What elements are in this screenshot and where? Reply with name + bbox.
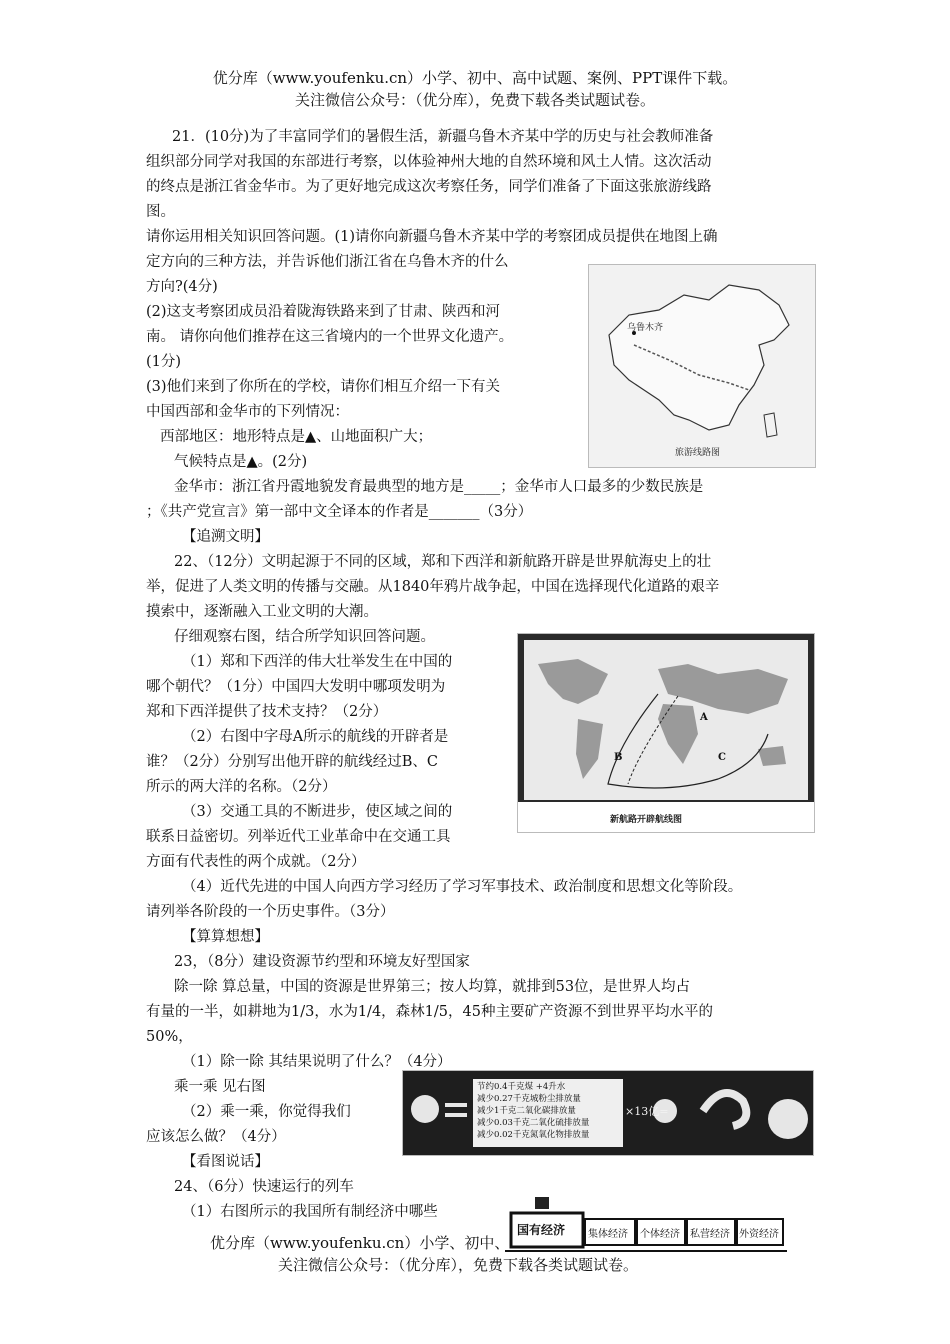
section-title-wenming: 【追溯文明】 — [182, 529, 269, 545]
q21-line-6: 定方向的三种方法，并告诉他们浙江省在乌鲁木齐的什么 — [146, 254, 509, 270]
q23-line-4: 50%， — [146, 1029, 193, 1045]
cartoon-drawing — [403, 1071, 813, 1155]
q21-line-8: (2)这支考察团成员沿着陇海铁路来到了甘肃、陕西和河 — [146, 304, 501, 320]
china-map-outline — [589, 265, 815, 467]
q22-line-10: 所示的两大洋的名称。（2分） — [146, 779, 337, 795]
q21-line-12: 中国西部和金华市的下列情况： — [146, 404, 349, 420]
q22-line-12: 联系日益密切。列举近代工业革命中在交通工具 — [146, 829, 451, 845]
q24-line-2: （1）右图所示的我国所有制经济中哪些 — [182, 1204, 438, 1220]
q21-line-3: 的终点是浙江省金华市。为了更好地完成这次考察任务，同学们准备了下面这张旅游线路 — [146, 179, 712, 195]
q22-line-6: 哪个朝代？（1分）中国四大发明中哪项发明为 — [146, 679, 446, 695]
train-car-1: 国有经济 — [517, 1223, 566, 1237]
train-car-5: 外资经济 — [739, 1229, 779, 1240]
cartoon-line-5: 减少0.02千克氮氧化物排放量 — [477, 1130, 590, 1140]
q23-line-2: 除一除 算总量，中国的资源是世界第三；按人均算，就排到53位，是世界人均占 — [174, 979, 691, 995]
cartoon-text-block — [477, 1081, 589, 1141]
q21-line-4: 图。 — [146, 204, 175, 220]
q21-line-9: 南。 请你向他们推荐在这三省境内的一个世界文化遗产。 — [146, 329, 514, 345]
q22-line-4: 仔细观察右图，结合所学知识回答问题。 — [174, 629, 435, 645]
cartoon-line-2: 减少0.27千克城粉尘排放量 — [477, 1094, 581, 1104]
q23-line-5: （1）除一除 其结果说明了什么？（4分） — [182, 1054, 452, 1070]
header-line-1: 优分库（www.youfenku.cn）小学、初中、高中试题、案例、PPT课件下载。 — [212, 69, 738, 87]
map-label-b: B — [614, 752, 623, 763]
q22-line-11: （3）交通工具的不断进步，使区域之间的 — [182, 804, 453, 820]
cartoon-line-4: 减少0.03千克二氧化硫排放量 — [477, 1118, 590, 1128]
new-sea-route-map — [517, 633, 815, 833]
world-map-drawing — [518, 634, 814, 832]
q23-line-6: 乘一乘 见右图 — [174, 1079, 266, 1095]
map-label-c: C — [718, 752, 726, 763]
q21-line-14: 气候特点是▲。(2分) — [174, 454, 308, 470]
header-line-2: 关注微信公众号：（优分库），免费下载各类试题试卷。 — [294, 91, 655, 109]
q23-line-7: （2）乘一乘，你觉得我们 — [182, 1104, 351, 1120]
train-car-3: 个体经济 — [640, 1229, 680, 1240]
world-map-caption: 新航路开辟航线图 — [610, 815, 683, 825]
train-car-2: 集体经济 — [588, 1229, 628, 1240]
resource-cartoon — [402, 1070, 814, 1156]
q22-line-13: 方面有代表性的两个成就。（2分） — [146, 854, 366, 870]
urumqi-label: 乌鲁木齐 — [627, 323, 664, 333]
footer-line-2: 关注微信公众号：（优分库），免费下载各类试题试卷。 — [278, 1256, 639, 1274]
q22-line-5: （1）郑和下西洋的伟大壮举发生在中国的 — [182, 654, 453, 670]
section-title-kantu: 【看图说话】 — [182, 1154, 269, 1170]
q21-line-11: (3)他们来到了你所在的学校，请你们相互介绍一下有关 — [146, 379, 501, 395]
china-map-caption: 旅游线路图 — [675, 448, 721, 458]
q23-line-3: 有量的一半，如耕地为1/3，水为1/4，森林1/5，45种主要矿产资源不到世界平均水平的 — [146, 1004, 713, 1020]
q21-line-15: 金华市：浙江省丹霞地貌发育最典型的地方是_____；金华市人口最多的少数民族是 — [174, 479, 704, 495]
q22-line-9: 谁？（2分）分别写出他开辟的航线经过B、C — [146, 754, 438, 770]
cartoon-times: ×13亿= — [625, 1105, 669, 1118]
cartoon-line-1: 节约0.4千克煤 +4升水 — [477, 1082, 566, 1092]
q21-line-13: 西部地区：地形特点是▲、山地面积广大； — [160, 429, 433, 445]
train-car-4: 私营经济 — [690, 1229, 730, 1240]
q22-line-15: 请列举各阶段的一个历史事件。（3分） — [146, 904, 395, 920]
q21-line-2: 组织部分同学对我国的东部进行考察，以体验神州大地的自然环境和风土人情。这次活动 — [146, 154, 712, 170]
q21-line-7: 方向?(4分) — [146, 279, 218, 295]
q22-line-3: 摸索中，逐渐融入工业文明的大潮。 — [146, 604, 378, 620]
q24-line-1: 24、（6分）快速运行的列车 — [174, 1179, 354, 1195]
footer-line-1: 优分库（www.youfenku.cn）小学、初中、 — [210, 1234, 510, 1252]
q22-line-8: （2）右图中字母A所示的航线的开辟者是 — [182, 729, 449, 745]
q21-line-16: ；《共产党宣言》第一部中文全译本的作者是_______（3分） — [146, 504, 533, 520]
map-label-a: A — [700, 712, 708, 723]
q22-line-7: 郑和下西洋提供了技术支持？（2分） — [146, 704, 388, 720]
q22-line-14: （4）近代先进的中国人向西方学习经历了学习军事技术、政治制度和思想文化等阶段。 — [182, 879, 743, 895]
china-route-map — [588, 264, 816, 468]
q21-line-5: 请你运用相关知识回答问题。(1)请你向新疆乌鲁木齐某中学的考察团成员提供在地图上确 — [146, 229, 718, 245]
q21-line-1: 21．(10分)为了丰富同学们的暑假生活，新疆乌鲁木齐某中学的历史与社会教师准备 — [172, 129, 714, 145]
cartoon-line-3: 减少1千克二氧化碳排放量 — [477, 1106, 576, 1116]
q23-line-8: 应该怎么做？（4分） — [146, 1129, 286, 1145]
q21-line-10: (1分) — [146, 354, 182, 370]
q23-line-1: 23，（8分）建设资源节约型和环境友好型国家 — [174, 954, 470, 970]
q22-line-2: 举，促进了人类文明的传播与交融。从1840年鸦片战争起，中国在选择现代化道路的艰辛 — [146, 579, 720, 595]
section-title-suansuan: 【算算想想】 — [182, 929, 269, 945]
q22-line-1: 22、（12分）文明起源于不同的区域，郑和下西洋和新航路开辟是世界航海史上的壮 — [174, 554, 712, 570]
economy-train — [505, 1195, 787, 1255]
